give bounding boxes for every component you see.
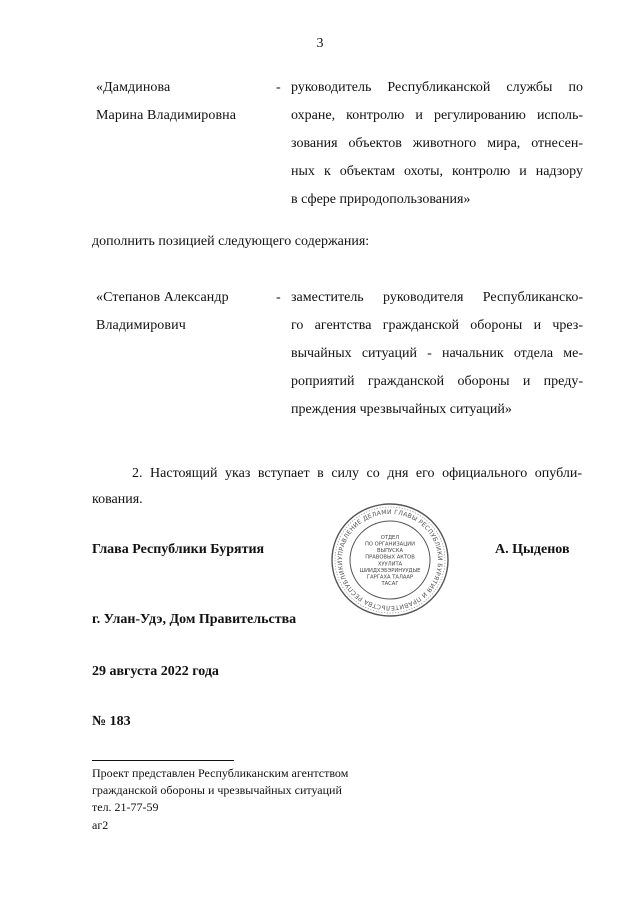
page-number: 3: [316, 36, 324, 51]
footnote-line-2: гражданской обороны и чрезвычайных ситуаций: [92, 783, 342, 797]
footnote: [92, 765, 348, 816]
entry-1-description: [291, 74, 583, 214]
footnote-divider: [92, 760, 234, 761]
entry-2-desc-line-4: роприятий гражданской обороны и преду-: [291, 374, 583, 389]
seal-center-text: [360, 535, 421, 587]
decree-number: № 183: [92, 714, 131, 729]
entry-1-desc-line-4: ных к объектам охоты, контролю и надзору: [291, 164, 583, 179]
seal-ring-text: УПРАВЛЕНИЕ ДЕЛАМИ ГЛАВЫ РЕСПУБЛИКИ БУРЯТИЯ И ПРАВИТЕЛЬСТВА РЕСПУБЛИКИ: [336, 508, 444, 612]
entry-2-dash: -: [276, 290, 281, 305]
seal-center-line: ТАСАГ: [381, 581, 399, 588]
amend-text: дополнить позицией следующего содержания:: [92, 234, 370, 249]
seal-center-line: ОТДЕЛ: [380, 534, 400, 541]
entry-1-desc-line-1: руководитель Республиканской службы по: [291, 80, 583, 95]
signature-name: А. Цыденов: [495, 542, 570, 557]
seal-center-line: ПРАВОВЫХ АКТОВ: [365, 554, 415, 561]
clause-2-line-1: 2. Настоящий указ вступает в силу со дня его официального опубли-: [132, 466, 582, 481]
document-code: аг2: [92, 818, 109, 832]
entry-1-dash: -: [276, 80, 281, 95]
entry-1-desc-line-2: охране, контролю и регулированию исполь-: [291, 108, 583, 123]
clause-2-line-2: кования.: [92, 492, 143, 507]
signing-date: 29 августа 2022 года: [92, 664, 219, 679]
entry-1-name-line-2: Марина Владимировна: [96, 108, 237, 123]
entry-1-desc-line-5: в сфере природопользования»: [291, 192, 471, 207]
footnote-line-1: Проект представлен Республиканским агентством: [92, 766, 349, 780]
seal-center-line: ШИИДХЭБЭРИНУУДЫЕ: [359, 567, 421, 574]
entry-1-name: [96, 74, 236, 130]
entry-2-name-line-2: Владимирович: [96, 318, 186, 333]
entry-2-name-line-1: «Степанов Александр: [96, 290, 229, 305]
seal-center-line: ХУУЛИТА: [377, 561, 403, 568]
entry-1-desc-line-3: зования объектов животного мира, отнесен-: [291, 136, 583, 151]
entry-2-desc-line-3: вычайных ситуаций - начальник отдела ме-: [291, 346, 583, 361]
footnote-line-3: тел. 21-77-59: [92, 800, 159, 814]
entry-1-name-line-1: «Дамдинова: [96, 80, 171, 95]
entry-2-name: [96, 284, 229, 340]
entry-2-desc-line-5: преждения чрезвычайных ситуаций»: [291, 402, 512, 417]
seal-center-line: ПО ОРГАНИЗАЦИИ: [364, 541, 416, 548]
entry-2-description: [291, 284, 583, 424]
seal-center-line: ГАРГАХА ТАЛААР: [366, 574, 414, 581]
entry-2-desc-line-2: го агентства гражданской обороны и чрез-: [291, 318, 583, 333]
signature-position: Глава Республики Бурятия: [92, 542, 265, 557]
seal-graphic: [328, 500, 452, 620]
seal-center-line: ВЫПУСКА: [376, 548, 404, 555]
signing-place: г. Улан-Удэ, Дом Правительства: [92, 612, 297, 627]
official-seal-stamp: [328, 500, 452, 620]
entry-2-desc-line-1: заместитель руководителя Республиканско-: [291, 290, 583, 305]
